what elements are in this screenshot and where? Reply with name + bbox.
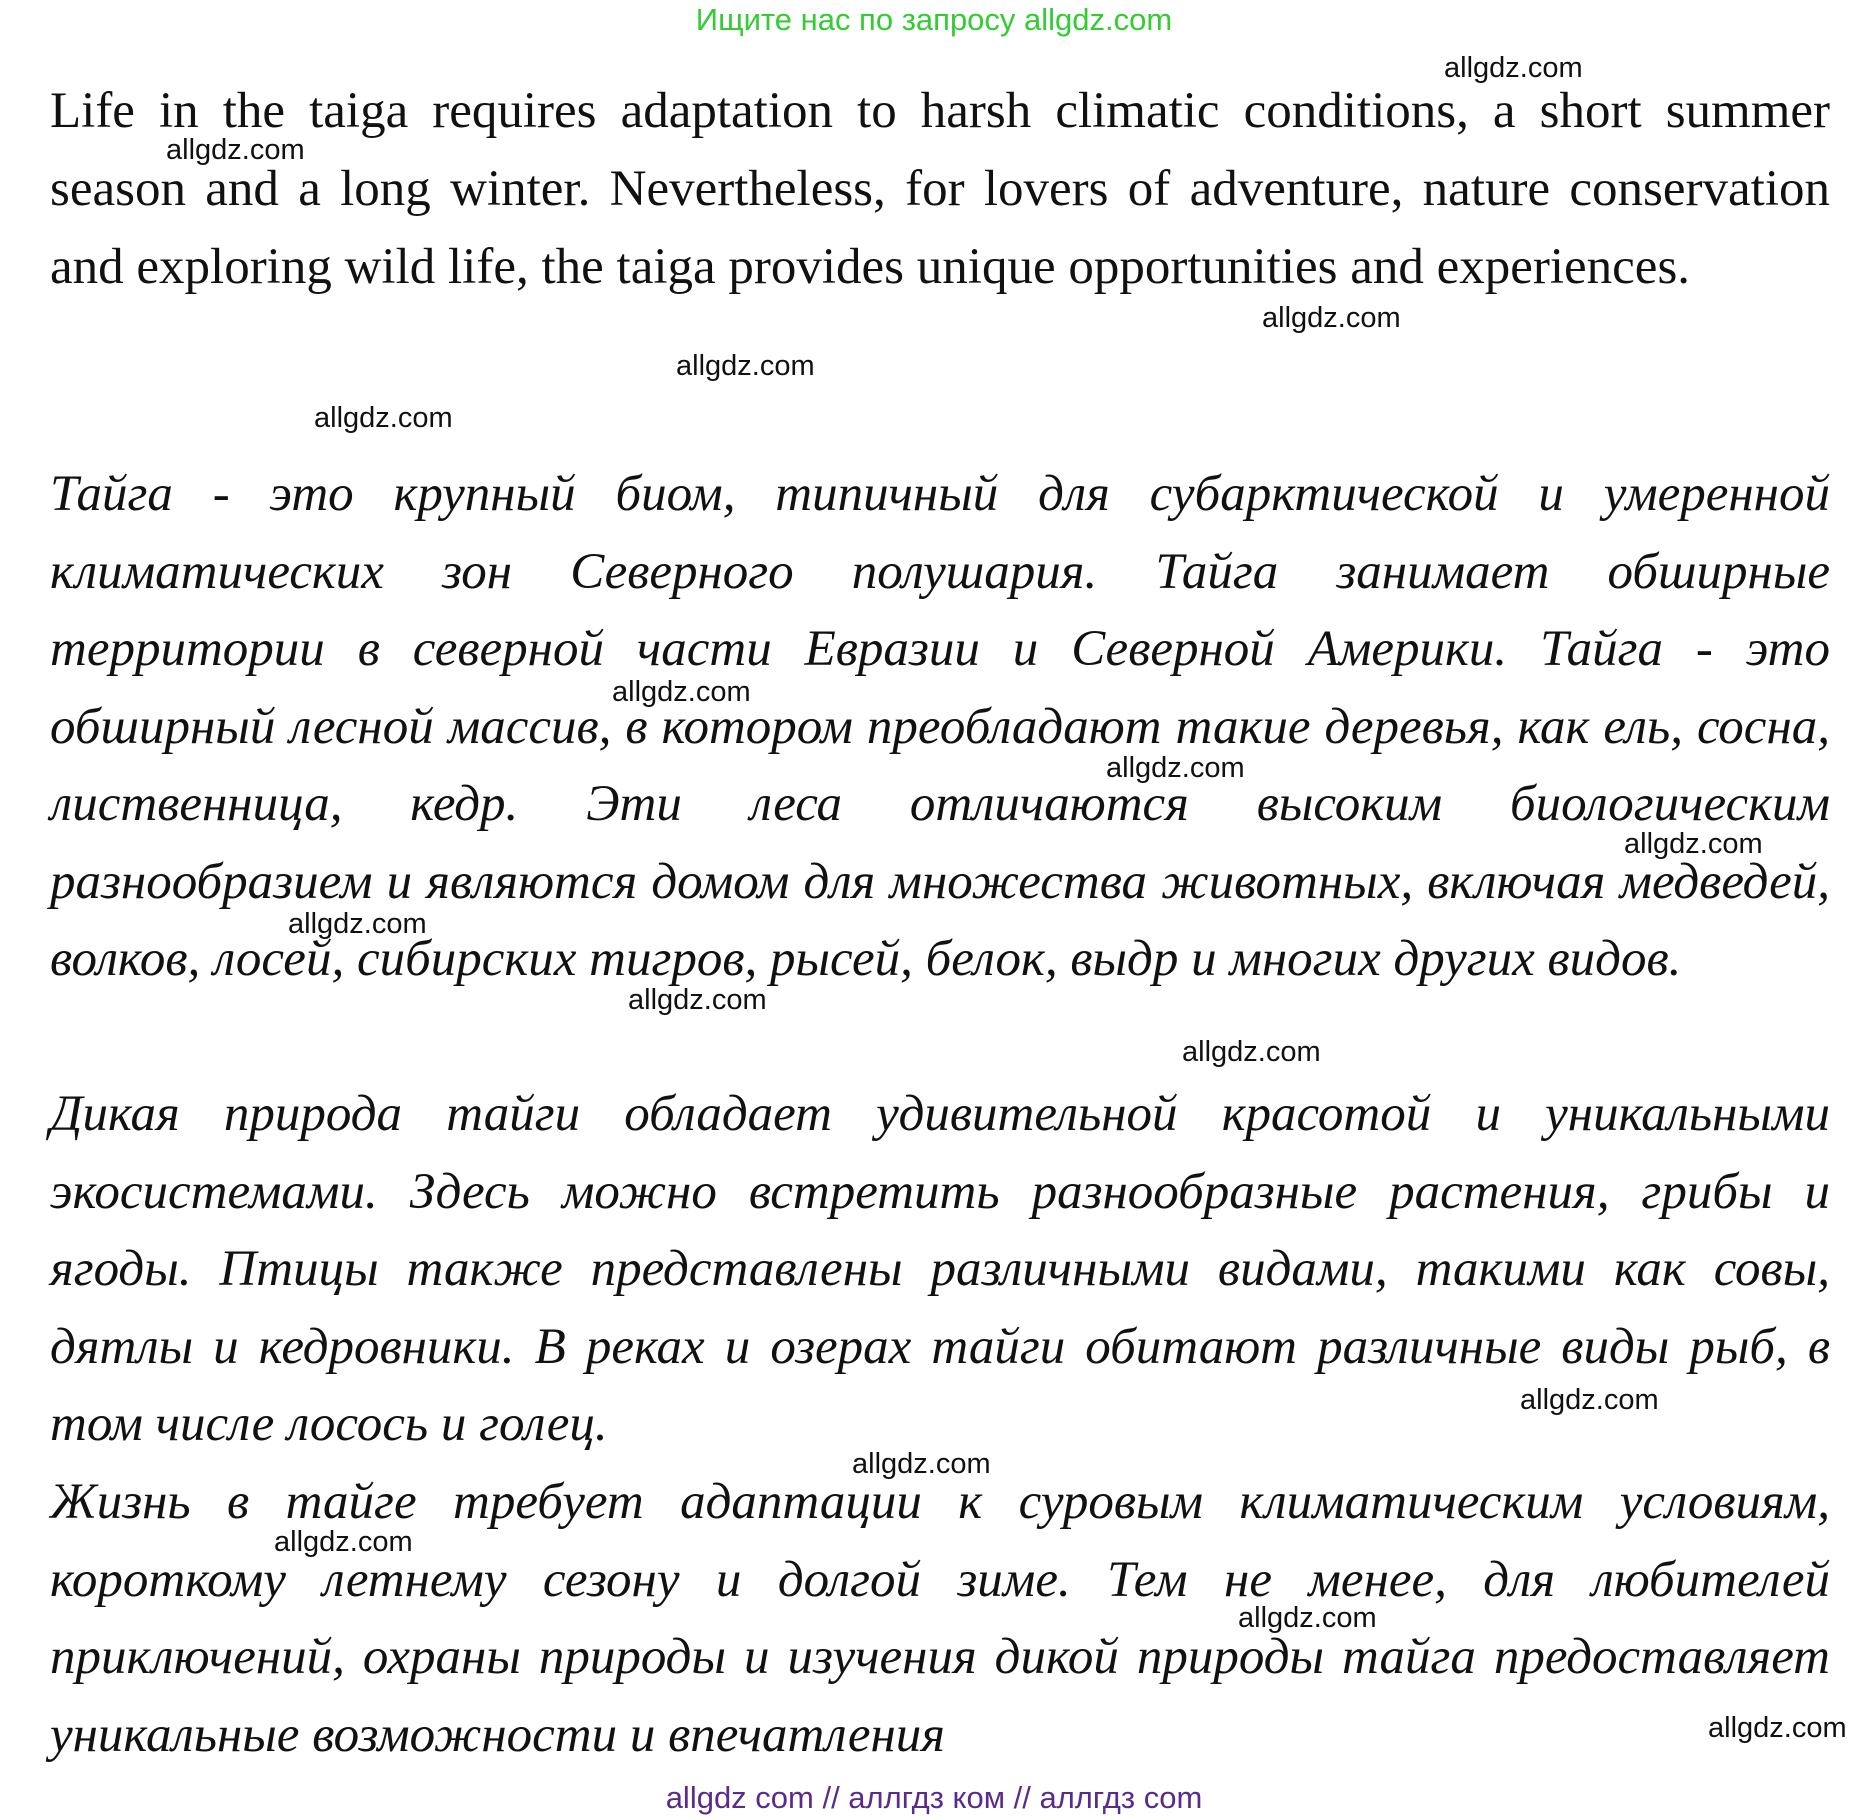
english-paragraph: Life in the taiga requires adaptation to harsh climatic conditions, a short summer season and a long winter. Nevertheless, for lovers of adventure, nature conservation and exploring wild life, the taiga provides unique opportunities and experiences. <box>50 83 1830 295</box>
russian-paragraph-2: Дикая природа тайги обладает удивительной красотой и уникальными экосистемами. Здесь можно встретить разнообразные растения, грибы и ягоды. Птицы также представлены различными видами, такими как совы, дятлы и кедровники. В реках и озерах тайги обитают различные виды рыб, в том числе лосось и голец. <box>50 1086 1830 1452</box>
watermark: allgdz.com <box>1106 752 1245 784</box>
watermark: allgdz.com <box>1520 1384 1659 1416</box>
watermark: allgdz.com <box>1708 1712 1847 1744</box>
watermark: allgdz.com <box>852 1448 991 1480</box>
watermark: allgdz.com <box>1182 1036 1321 1068</box>
watermark: allgdz.com <box>628 984 767 1016</box>
watermark: allgdz.com <box>314 402 453 434</box>
russian-paragraph-3: Жизнь в тайге требует адаптации к суровым климатическим условиям, короткому летнему сезону и долгой зиме. Тем не менее, для любителей приключений, охраны природы и изучения дикой природы тайга предоставляет уникальные возможности и впечатления <box>50 1474 1830 1763</box>
watermark: allgdz.com <box>1444 52 1583 84</box>
watermark: allgdz.com <box>1262 302 1401 334</box>
footer-banner: allgdz com // аллгдз ком // аллгдз com <box>665 1780 1203 1815</box>
watermark: allgdz.com <box>676 350 815 382</box>
watermark: allgdz.com <box>1624 828 1763 860</box>
watermark: allgdz.com <box>288 908 427 940</box>
watermark: allgdz.com <box>166 134 305 166</box>
watermark: allgdz.com <box>612 676 751 708</box>
russian-paragraph-1: Тайга - это крупный биом, типичный для субарктической и умеренной климатических зон Северного полушария. Тайга занимает обширные территории в северной части Евразии и Северной Америки. Тайга - это обширный лесной массив, в котором преобладают такие деревья, как ель, сосна, лиственница, кедр. Эти леса отличаются высоким биологическим разнообразием и являются домом для множества животных, включая медведей, волков, лосей, сибирских тигров, рысей, белок, выдр и многих других видов. <box>50 466 1830 987</box>
watermark: allgdz.com <box>1238 1602 1377 1634</box>
watermark: allgdz.com <box>274 1526 413 1558</box>
site-banner: Ищите нас по запросу allgdz.com <box>695 2 1173 37</box>
